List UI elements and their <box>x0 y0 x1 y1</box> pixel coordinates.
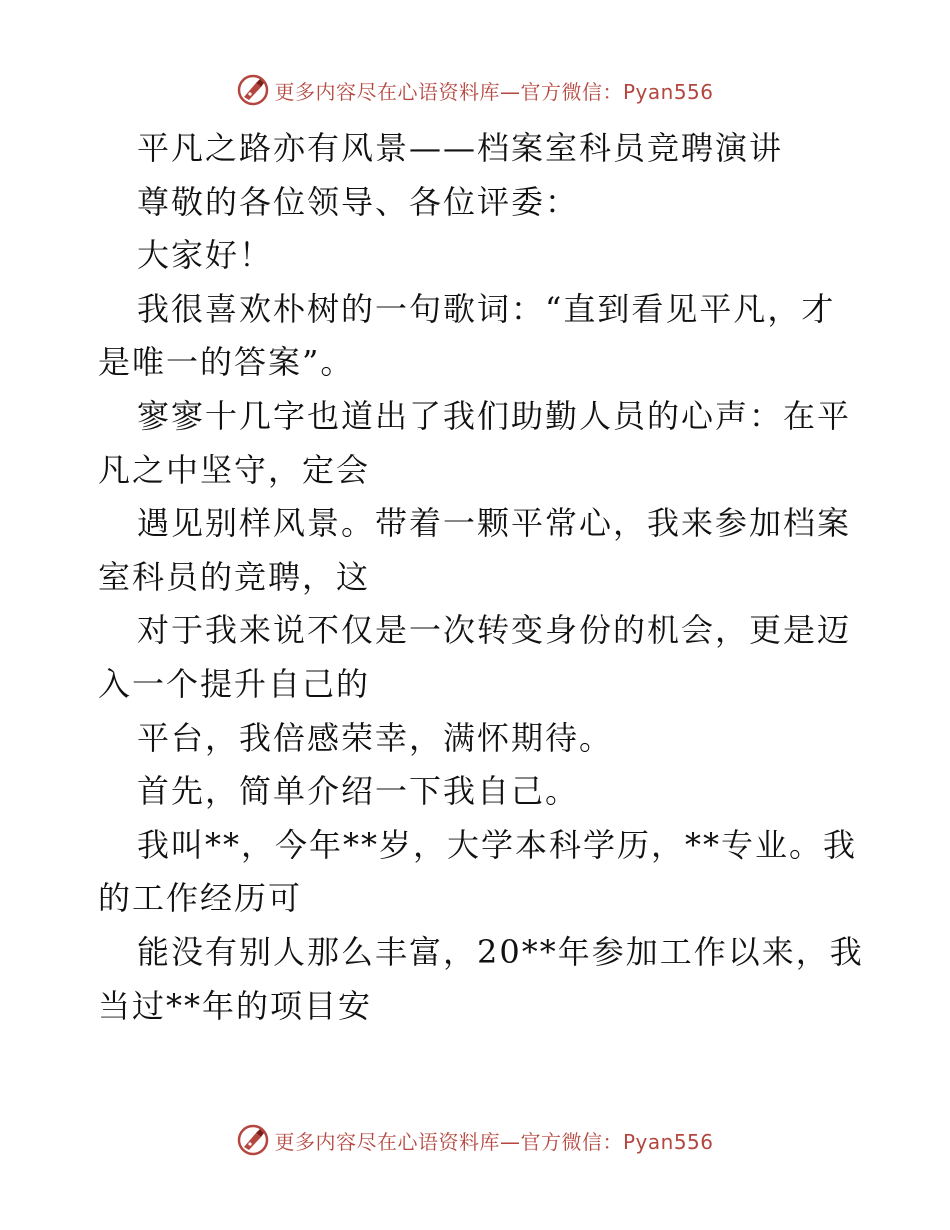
paragraph-continuation-line: 室科员的竞聘，这 <box>98 558 371 596</box>
paragraph-line: 我很喜欢朴树的一句歌词：“直到看见平凡，才 <box>137 290 836 328</box>
header-watermark <box>0 70 950 110</box>
pen-nib-logo-icon <box>236 1123 270 1157</box>
footer-watermark <box>0 1120 950 1160</box>
paragraph-continuation-line: 凡之中坚守，定会 <box>98 451 371 489</box>
paragraph-line: 寥寥十几字也道出了我们助勤人员的心声：在平 <box>137 397 852 435</box>
watermark-wechat-id: Pyan556 <box>622 1129 714 1154</box>
paragraph-line: 尊敬的各位领导、各位评委： <box>137 183 580 221</box>
paragraph-line: 能没有别人那么丰富，20**年参加工作以来，我 <box>137 933 864 971</box>
paragraph-line: 遇见别样风景。带着一颗平常心，我来参加档案 <box>137 504 852 542</box>
paragraph-continuation-line: 是唯一的答案”。 <box>98 343 355 381</box>
paragraph-line: 平凡之路亦有风景——档案室科员竞聘演讲 <box>137 129 784 167</box>
paragraph-line: 对于我来说不仅是一次转变身份的机会，更是迈 <box>137 611 852 649</box>
paragraph-line: 大家好！ <box>137 236 274 274</box>
watermark-wechat-id: Pyan556 <box>622 79 714 104</box>
paragraph-line: 我叫**，今年**岁，大学本科学历，**专业。我 <box>137 826 858 864</box>
watermark-text: 更多内容尽在心语资料库—官方微信：Pyan556 <box>274 79 714 104</box>
pen-nib-logo-icon <box>236 73 270 107</box>
paragraph-continuation-line: 入一个提升自己的 <box>98 665 371 703</box>
paragraph-line: 首先，简单介绍一下我自己。 <box>137 772 580 810</box>
watermark-text: 更多内容尽在心语资料库—官方微信：Pyan556 <box>274 1129 714 1154</box>
paragraph-continuation-line: 当过**年的项目安 <box>98 987 373 1025</box>
paragraph-continuation-line: 的工作经历可 <box>98 879 303 917</box>
paragraph-line: 平台，我倍感荣幸，满怀期待。 <box>137 719 614 757</box>
